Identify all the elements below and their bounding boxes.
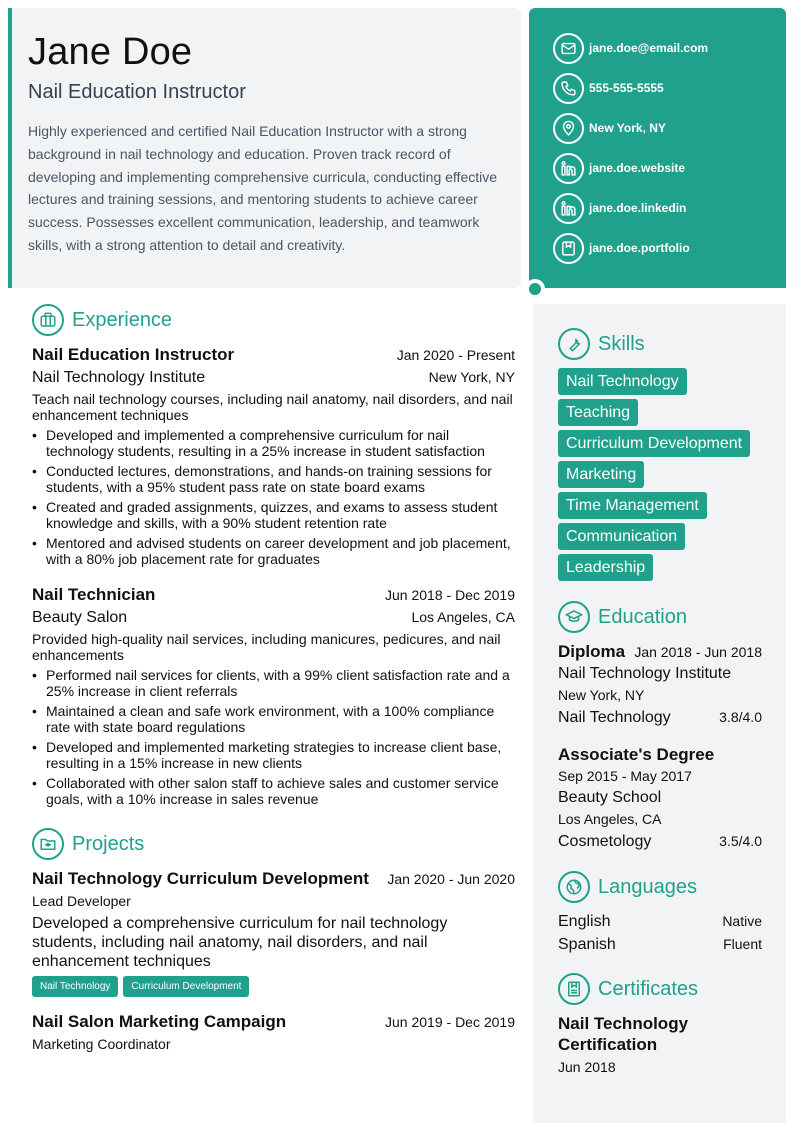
project-dates: Jun 2019 - Dec 2019 — [385, 1014, 515, 1030]
contact-linkedin[interactable] — [553, 192, 786, 224]
skills-header — [558, 328, 645, 360]
job-bullets — [32, 667, 515, 807]
globe-icon — [558, 871, 590, 903]
linkedin-icon — [553, 193, 584, 224]
certificates-title: Certificates — [598, 977, 699, 1000]
project-tags — [32, 976, 515, 997]
education-header — [558, 601, 687, 633]
project-title: Nail Technology Curriculum Development — [32, 869, 369, 888]
skill-tag: Marketing — [558, 461, 644, 488]
skills-list — [558, 368, 762, 585]
tag: Curriculum Development — [123, 976, 249, 997]
languages-list — [558, 910, 762, 956]
job-location: New York, NY — [428, 369, 515, 385]
education-item-1 — [558, 641, 762, 729]
contact-email[interactable] — [553, 32, 786, 64]
languages-header — [558, 871, 697, 903]
location-icon — [553, 113, 584, 144]
job-dates: Jan 2020 - Present — [396, 347, 515, 363]
certificate-item — [558, 1013, 718, 1075]
certificates-header — [558, 973, 698, 1005]
job-title: Nail Education Instructor — [32, 345, 235, 364]
list-item: • Developed and implemented a comprehensive curriculum for nail technology students, resulting in a 25% increase in student satisfaction — [32, 427, 515, 459]
skill-tag: Time Management — [558, 492, 707, 519]
education-title: Education — [598, 605, 687, 628]
language-name: Spanish — [558, 936, 616, 953]
skill-tag: Curriculum Development — [558, 430, 750, 457]
education-location: Los Angeles, CA — [558, 811, 662, 827]
contact-email-text: jane.doe@email.com — [589, 41, 709, 55]
skill-tag: Leadership — [558, 554, 653, 581]
list-item: • Created and graded assignments, quizzes, and exams to assess student knowledge and skills, with a 90% student retention rate — [32, 499, 515, 531]
job-description: Teach nail technology courses, including nail anatomy, nail disorders, and nail enhancement techniques — [32, 391, 513, 423]
job-bullets — [32, 427, 515, 567]
project-role: Lead Developer — [32, 893, 131, 909]
candidate-role: Nail Education Instructor — [28, 81, 246, 103]
wrench-icon — [558, 328, 590, 360]
education-item-2 — [558, 744, 762, 853]
list-item: • Collaborated with other salon staff to achieve sales and customer service goals, with a 10% increase in sales revenue — [32, 775, 515, 807]
decorative-dot — [525, 279, 545, 299]
education-location: New York, NY — [558, 687, 645, 703]
projects-title: Projects — [72, 832, 145, 855]
list-item: • Conducted lectures, demonstrations, and hands-on training sessions for students, with a 95% student pass rate on state board exams — [32, 463, 515, 495]
certificate-date: Jun 2018 — [558, 1059, 616, 1075]
contact-portfolio[interactable] — [553, 232, 786, 264]
folder-icon — [32, 828, 64, 860]
briefcase-icon — [32, 304, 64, 336]
contact-website[interactable] — [553, 152, 786, 184]
degree: Associate's Degree — [558, 745, 715, 764]
contact-website-text: jane.doe.website — [589, 161, 686, 175]
experience-job-2 — [32, 585, 515, 811]
candidate-name: Jane Doe — [28, 31, 193, 73]
list-item: • Performed nail services for clients, with a 99% client satisfaction rate and a 25% increase in client referrals — [32, 667, 515, 699]
job-location: Los Angeles, CA — [411, 609, 515, 625]
education-dates: Jan 2018 - Jun 2018 — [634, 644, 762, 660]
contact-location — [553, 112, 786, 144]
project-1 — [32, 869, 515, 997]
contact-linkedin-text: jane.doe.linkedin — [589, 201, 687, 215]
certificate-name: Nail Technology Certification — [558, 1014, 689, 1054]
project-title: Nail Salon Marketing Campaign — [32, 1012, 287, 1031]
job-company: Nail Technology Institute — [32, 369, 206, 386]
contact-location-text: New York, NY — [589, 121, 666, 135]
project-role: Marketing Coordinator — [32, 1036, 171, 1052]
experience-header — [32, 304, 172, 336]
job-dates: Jun 2018 - Dec 2019 — [385, 587, 515, 603]
summary: Highly experienced and certified Nail Education Instructor with a strong background in nail technology and education. Proven track record of developing and implementing comprehensive curricula, conducting effective lectures and training sessions, and mentoring students to achieve career success. Possesses excellent communication, leadership, and teamwork skills, with a strong attention to detail and creativity. — [28, 123, 498, 253]
language-name: English — [558, 913, 611, 930]
degree: Diploma — [558, 642, 626, 661]
linkedin-icon — [553, 153, 584, 184]
school: Beauty School — [558, 789, 662, 806]
education-dates: Sep 2015 - May 2017 — [558, 768, 692, 784]
contact-phone[interactable] — [553, 72, 786, 104]
skill-tag: Nail Technology — [558, 368, 687, 395]
skills-title: Skills — [598, 332, 645, 355]
list-item: • Mentored and advised students on career development and job placement, with a 80% job placement rate for graduates — [32, 535, 515, 567]
job-title: Nail Technician — [32, 585, 156, 604]
project-dates: Jan 2020 - Jun 2020 — [387, 871, 515, 887]
certificate-icon — [558, 973, 590, 1005]
contact-panel — [529, 8, 786, 288]
field: Cosmetology — [558, 833, 652, 850]
gpa: 3.8/4.0 — [719, 709, 762, 725]
language-level: Fluent — [723, 936, 762, 952]
project-2 — [32, 1012, 515, 1052]
gpa: 3.5/4.0 — [719, 833, 762, 849]
job-company: Beauty Salon — [32, 609, 128, 626]
language-level: Native — [722, 913, 762, 929]
languages-title: Languages — [598, 875, 697, 898]
contact-portfolio-text: jane.doe.portfolio — [589, 241, 690, 255]
skill-tag: Communication — [558, 523, 685, 550]
experience-job-1 — [32, 345, 515, 571]
projects-header — [32, 828, 144, 860]
field: Nail Technology — [558, 709, 671, 726]
tag: Nail Technology — [32, 976, 118, 997]
portfolio-icon — [553, 233, 584, 264]
skill-tag: Teaching — [558, 399, 638, 426]
header-panel — [8, 8, 521, 288]
phone-icon — [553, 73, 584, 104]
list-item: • Developed and implemented marketing strategies to increase client base, resulting in a 15% increase in new clients — [32, 739, 515, 771]
contact-phone-text: 555-555-5555 — [589, 81, 664, 95]
school: Nail Technology Institute — [558, 665, 732, 682]
list-item: • Maintained a clean and safe work environment, with a 100% compliance rate with state board regulations — [32, 703, 515, 735]
email-icon — [553, 33, 584, 64]
job-description: Provided high-quality nail services, including manicures, pedicures, and nail enhancements — [32, 631, 501, 663]
graduation-cap-icon — [558, 601, 590, 633]
project-description: Developed a comprehensive curriculum for nail technology students, including nail anatomy, nail disorders, and nail enhancement techniques — [32, 915, 448, 970]
experience-title: Experience — [72, 308, 173, 331]
